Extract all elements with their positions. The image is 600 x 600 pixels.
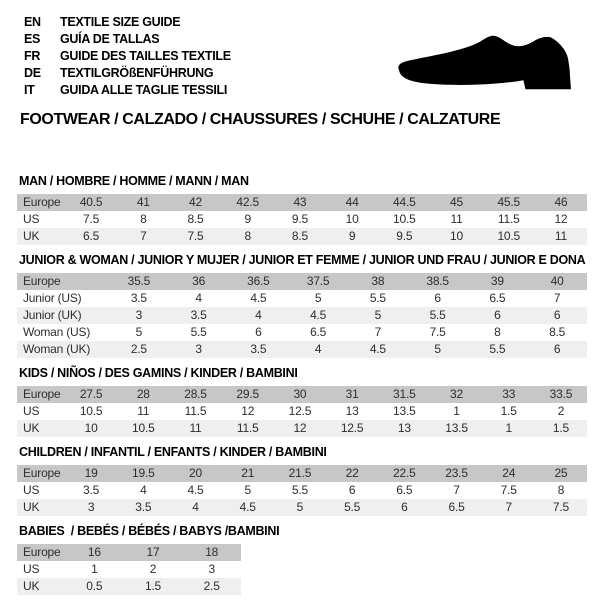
size-value-cell: 28 xyxy=(136,387,150,401)
size-value-cell: 36 xyxy=(192,274,206,288)
size-value-cell: 31.5 xyxy=(393,387,416,401)
size-value-cell: 3.5 xyxy=(190,308,207,322)
size-value-cell: 5.5 xyxy=(369,291,386,305)
size-value-cell: 3.5 xyxy=(130,291,147,305)
size-value-cell: 21.5 xyxy=(288,466,312,480)
size-value-cell: 4.5 xyxy=(239,500,256,514)
row-label-cell: Europe xyxy=(23,466,61,480)
language-row xyxy=(24,48,231,65)
table-row xyxy=(17,324,587,341)
table-row xyxy=(17,465,587,482)
language-title-list xyxy=(24,14,231,99)
table-row xyxy=(17,544,241,561)
size-value-cell: 46 xyxy=(554,195,568,209)
size-value-cell: 1.5 xyxy=(144,579,162,593)
size-value-cell: 4.5 xyxy=(310,308,327,322)
size-value-cell: 27.5 xyxy=(79,387,103,401)
table-title: BABIES / BEBÉS / BÉBÉS / BABYS /BAMBINI xyxy=(19,524,280,538)
size-value-cell: 38 xyxy=(371,274,385,288)
row-label-cell: UK xyxy=(23,579,40,593)
row-label-cell: UK xyxy=(23,500,40,514)
size-value-cell: 33.5 xyxy=(549,387,573,401)
size-value-cell: 3.5 xyxy=(135,500,152,514)
size-value-cell: 6.5 xyxy=(489,291,506,305)
size-table-section-man xyxy=(17,175,587,245)
size-value-cell: 23.5 xyxy=(445,466,468,480)
size-table-children xyxy=(17,465,587,516)
size-value-cell: 43 xyxy=(293,195,307,209)
size-value-cell: 4.5 xyxy=(187,483,204,497)
row-label-cell: Woman (US) xyxy=(23,325,91,339)
table-row xyxy=(17,228,587,245)
size-value-cell: 6 xyxy=(553,308,561,322)
size-value-cell: 9.5 xyxy=(396,229,413,243)
size-value-cell: 7.5 xyxy=(83,212,100,226)
size-value-cell: 1.5 xyxy=(500,404,517,418)
size-value-cell: 2 xyxy=(149,562,157,576)
size-value-cell: 6 xyxy=(553,342,561,356)
language-title: GUÍA DE TALLAS xyxy=(60,32,160,46)
table-row xyxy=(17,307,587,324)
size-value-cell: 3 xyxy=(135,308,143,322)
size-table-junior-woman xyxy=(17,273,587,358)
size-value-cell: 5.5 xyxy=(190,325,207,339)
size-value-cell: 35.5 xyxy=(127,274,151,288)
size-value-cell: 12 xyxy=(241,404,255,418)
size-value-cell: 4 xyxy=(314,342,322,356)
size-value-cell: 6.5 xyxy=(396,483,413,497)
size-table-babies xyxy=(17,544,241,595)
size-value-cell: 6 xyxy=(434,291,441,305)
size-value-cell: 12.5 xyxy=(288,404,312,418)
size-table-section-children xyxy=(17,446,587,516)
size-value-cell: 16 xyxy=(87,545,101,559)
table-row xyxy=(17,211,587,228)
language-title: GUIDA ALLE TAGLIE TESSILI xyxy=(60,83,228,97)
language-title: GUIDE DES TAILLES TEXTILE xyxy=(60,49,231,63)
row-label-cell: UK xyxy=(23,421,40,435)
size-value-cell: 8 xyxy=(140,212,147,226)
size-value-cell: 19 xyxy=(84,466,98,480)
size-value-cell: 32 xyxy=(450,387,463,401)
size-value-cell: 9.5 xyxy=(291,212,308,226)
row-label-cell: UK xyxy=(23,229,40,243)
size-value-cell: 13 xyxy=(345,404,359,418)
size-value-cell: 5 xyxy=(374,308,382,322)
size-value-cell: 7 xyxy=(453,483,460,497)
size-value-cell: 6.5 xyxy=(83,229,100,243)
size-value-cell: 6 xyxy=(401,500,408,514)
size-value-cell: 5 xyxy=(135,325,143,339)
size-value-cell: 38.5 xyxy=(426,274,449,288)
language-row xyxy=(24,14,231,31)
language-code: FR xyxy=(24,49,41,63)
language-row xyxy=(24,82,231,99)
size-value-cell: 7.5 xyxy=(429,325,446,339)
dress-shoe-icon xyxy=(394,29,576,95)
size-value-cell: 9 xyxy=(244,212,251,226)
size-value-cell: 6.5 xyxy=(310,325,327,339)
size-value-cell: 6 xyxy=(348,483,356,497)
row-label-cell: Europe xyxy=(23,545,61,559)
row-label-cell: Junior (UK) xyxy=(23,308,82,322)
size-value-cell: 25 xyxy=(554,466,568,480)
size-value-cell: 3 xyxy=(87,500,95,514)
size-value-cell: 41 xyxy=(136,195,150,209)
size-value-cell: 5 xyxy=(434,342,441,356)
size-value-cell: 36.5 xyxy=(247,274,270,288)
size-value-cell: 7 xyxy=(140,229,147,243)
size-value-cell: 4.5 xyxy=(369,342,386,356)
size-value-cell: 13.5 xyxy=(445,421,468,435)
language-title: TEXTILGRÖßENFÜHRUNG xyxy=(60,66,214,80)
size-value-cell: 8 xyxy=(557,483,565,497)
row-label-cell: Europe xyxy=(23,387,61,401)
size-value-cell: 5 xyxy=(314,291,322,305)
dress-shoe-silhouette xyxy=(398,36,571,90)
size-value-cell: 8 xyxy=(244,229,251,243)
size-value-cell: 7 xyxy=(374,325,382,339)
size-value-cell: 11.5 xyxy=(184,404,207,418)
size-value-cell: 8 xyxy=(494,325,501,339)
table-title: KIDS / NIÑOS / DES GAMINS / KINDER / BAMBINI xyxy=(19,366,298,380)
size-value-cell: 11 xyxy=(554,229,567,243)
row-label-cell: Europe xyxy=(23,274,61,288)
size-value-cell: 5.5 xyxy=(429,308,446,322)
size-value-cell: 18 xyxy=(205,545,219,559)
size-value-cell: 30 xyxy=(293,387,307,401)
size-value-cell: 2 xyxy=(557,404,565,418)
size-value-cell: 45.5 xyxy=(497,195,520,209)
size-value-cell: 42.5 xyxy=(236,195,259,209)
table-row xyxy=(17,403,587,420)
size-value-cell: 44.5 xyxy=(393,195,416,209)
size-value-cell: 7 xyxy=(505,500,512,514)
size-value-cell: 2.5 xyxy=(203,579,220,593)
row-label-cell: US xyxy=(23,404,40,418)
size-value-cell: 6 xyxy=(494,308,501,322)
table-title: CHILDREN / INFANTIL / ENFANTS / KINDER / BAMBINI xyxy=(19,445,327,459)
size-value-cell: 7 xyxy=(553,291,561,305)
size-value-cell: 42 xyxy=(189,195,202,209)
table-row xyxy=(17,386,587,403)
size-value-cell: 5.5 xyxy=(489,342,506,356)
size-value-cell: 10.5 xyxy=(132,421,155,435)
size-value-cell: 11 xyxy=(137,404,150,418)
size-value-cell: 44 xyxy=(345,195,359,209)
size-value-cell: 12.5 xyxy=(340,421,364,435)
size-value-cell: 5.5 xyxy=(344,500,361,514)
size-value-cell: 4 xyxy=(140,483,147,497)
table-row xyxy=(17,561,241,578)
size-value-cell: 10.5 xyxy=(393,212,416,226)
size-value-cell: 10 xyxy=(84,421,98,435)
size-value-cell: 37.5 xyxy=(306,274,330,288)
size-table-kids xyxy=(17,386,587,437)
table-row xyxy=(17,341,587,358)
size-value-cell: 1 xyxy=(505,421,512,435)
size-value-cell: 6.5 xyxy=(448,500,465,514)
language-code: EN xyxy=(24,15,41,29)
size-value-cell: 40 xyxy=(550,274,564,288)
size-value-cell: 22.5 xyxy=(393,466,416,480)
row-label-cell: Europe xyxy=(23,195,61,209)
table-row xyxy=(17,290,587,307)
size-value-cell: 10.5 xyxy=(497,229,520,243)
size-value-cell: 4.5 xyxy=(250,291,267,305)
size-value-cell: 10.5 xyxy=(79,404,103,418)
table-title: MAN / HOMBRE / HOMME / MANN / MAN xyxy=(19,174,249,188)
row-label-cell: Junior (US) xyxy=(23,291,82,305)
size-value-cell: 45 xyxy=(450,195,463,209)
row-label-cell: US xyxy=(23,562,40,576)
language-title: TEXTILE SIZE GUIDE xyxy=(60,15,181,29)
size-table-man xyxy=(17,194,587,245)
table-row xyxy=(17,482,587,499)
size-tables xyxy=(17,175,587,600)
size-value-cell: 29.5 xyxy=(236,387,259,401)
size-value-cell: 11 xyxy=(450,212,463,226)
table-row xyxy=(17,578,241,595)
size-value-cell: 19.5 xyxy=(132,466,155,480)
size-table-section-junior-woman xyxy=(17,254,587,358)
size-value-cell: 31 xyxy=(345,387,359,401)
size-value-cell: 8.5 xyxy=(549,325,566,339)
size-value-cell: 3 xyxy=(195,342,202,356)
size-value-cell: 12 xyxy=(293,421,307,435)
language-code: DE xyxy=(24,66,41,80)
row-label-cell: Woman (UK) xyxy=(23,342,91,356)
size-value-cell: 4 xyxy=(195,291,202,305)
table-row xyxy=(17,499,587,516)
size-value-cell: 2.5 xyxy=(130,342,147,356)
size-value-cell: 28.5 xyxy=(184,387,207,401)
size-table-section-babies xyxy=(17,525,587,595)
size-value-cell: 6 xyxy=(255,325,262,339)
language-code: IT xyxy=(24,83,35,97)
row-label-cell: US xyxy=(23,212,40,226)
size-value-cell: 7.5 xyxy=(187,229,204,243)
size-value-cell: 8.5 xyxy=(187,212,204,226)
size-value-cell: 20 xyxy=(189,466,202,480)
size-value-cell: 5 xyxy=(244,483,251,497)
size-value-cell: 11.5 xyxy=(497,212,520,226)
size-value-cell: 4 xyxy=(255,308,262,322)
size-value-cell: 11.5 xyxy=(236,421,259,435)
size-table-section-kids xyxy=(17,367,587,437)
table-row xyxy=(17,194,587,211)
size-value-cell: 9 xyxy=(348,229,356,243)
table-row xyxy=(17,273,587,290)
table-title: JUNIOR & WOMAN / JUNIOR Y MUJER / JUNIOR ET FEMME / JUNIOR UND FRAU / JUNIOR E DONA xyxy=(19,253,586,267)
size-value-cell: 7.5 xyxy=(552,500,569,514)
size-value-cell: 13 xyxy=(397,421,411,435)
category-header: FOOTWEAR / CALZADO / CHAUSSURES / SCHUHE / CALZATURE xyxy=(20,111,501,128)
size-value-cell: 5 xyxy=(296,500,304,514)
size-value-cell: 8.5 xyxy=(291,229,308,243)
size-value-cell: 1 xyxy=(453,404,460,418)
language-row xyxy=(24,65,231,82)
size-value-cell: 39 xyxy=(490,274,504,288)
size-value-cell: 40.5 xyxy=(79,195,103,209)
size-value-cell: 3.5 xyxy=(250,342,267,356)
size-value-cell: 1.5 xyxy=(552,421,569,435)
size-value-cell: 3.5 xyxy=(83,483,100,497)
size-value-cell: 17 xyxy=(146,545,160,559)
size-value-cell: 11 xyxy=(189,421,202,435)
size-value-cell: 22 xyxy=(345,466,359,480)
size-value-cell: 33 xyxy=(502,387,516,401)
row-label-cell: US xyxy=(23,483,40,497)
size-value-cell: 5.5 xyxy=(291,483,308,497)
language-code: ES xyxy=(24,32,41,46)
size-value-cell: 10 xyxy=(345,212,359,226)
language-row xyxy=(24,31,231,48)
size-value-cell: 13.5 xyxy=(393,404,416,418)
size-value-cell: 12 xyxy=(554,212,568,226)
size-value-cell: 3 xyxy=(208,562,215,576)
size-value-cell: 7.5 xyxy=(500,483,517,497)
size-value-cell: 4 xyxy=(192,500,199,514)
size-value-cell: 1 xyxy=(91,562,98,576)
table-row xyxy=(17,420,587,437)
size-value-cell: 24 xyxy=(502,466,516,480)
size-value-cell: 10 xyxy=(450,229,463,243)
size-value-cell: 21 xyxy=(241,466,255,480)
size-value-cell: 0.5 xyxy=(86,579,103,593)
